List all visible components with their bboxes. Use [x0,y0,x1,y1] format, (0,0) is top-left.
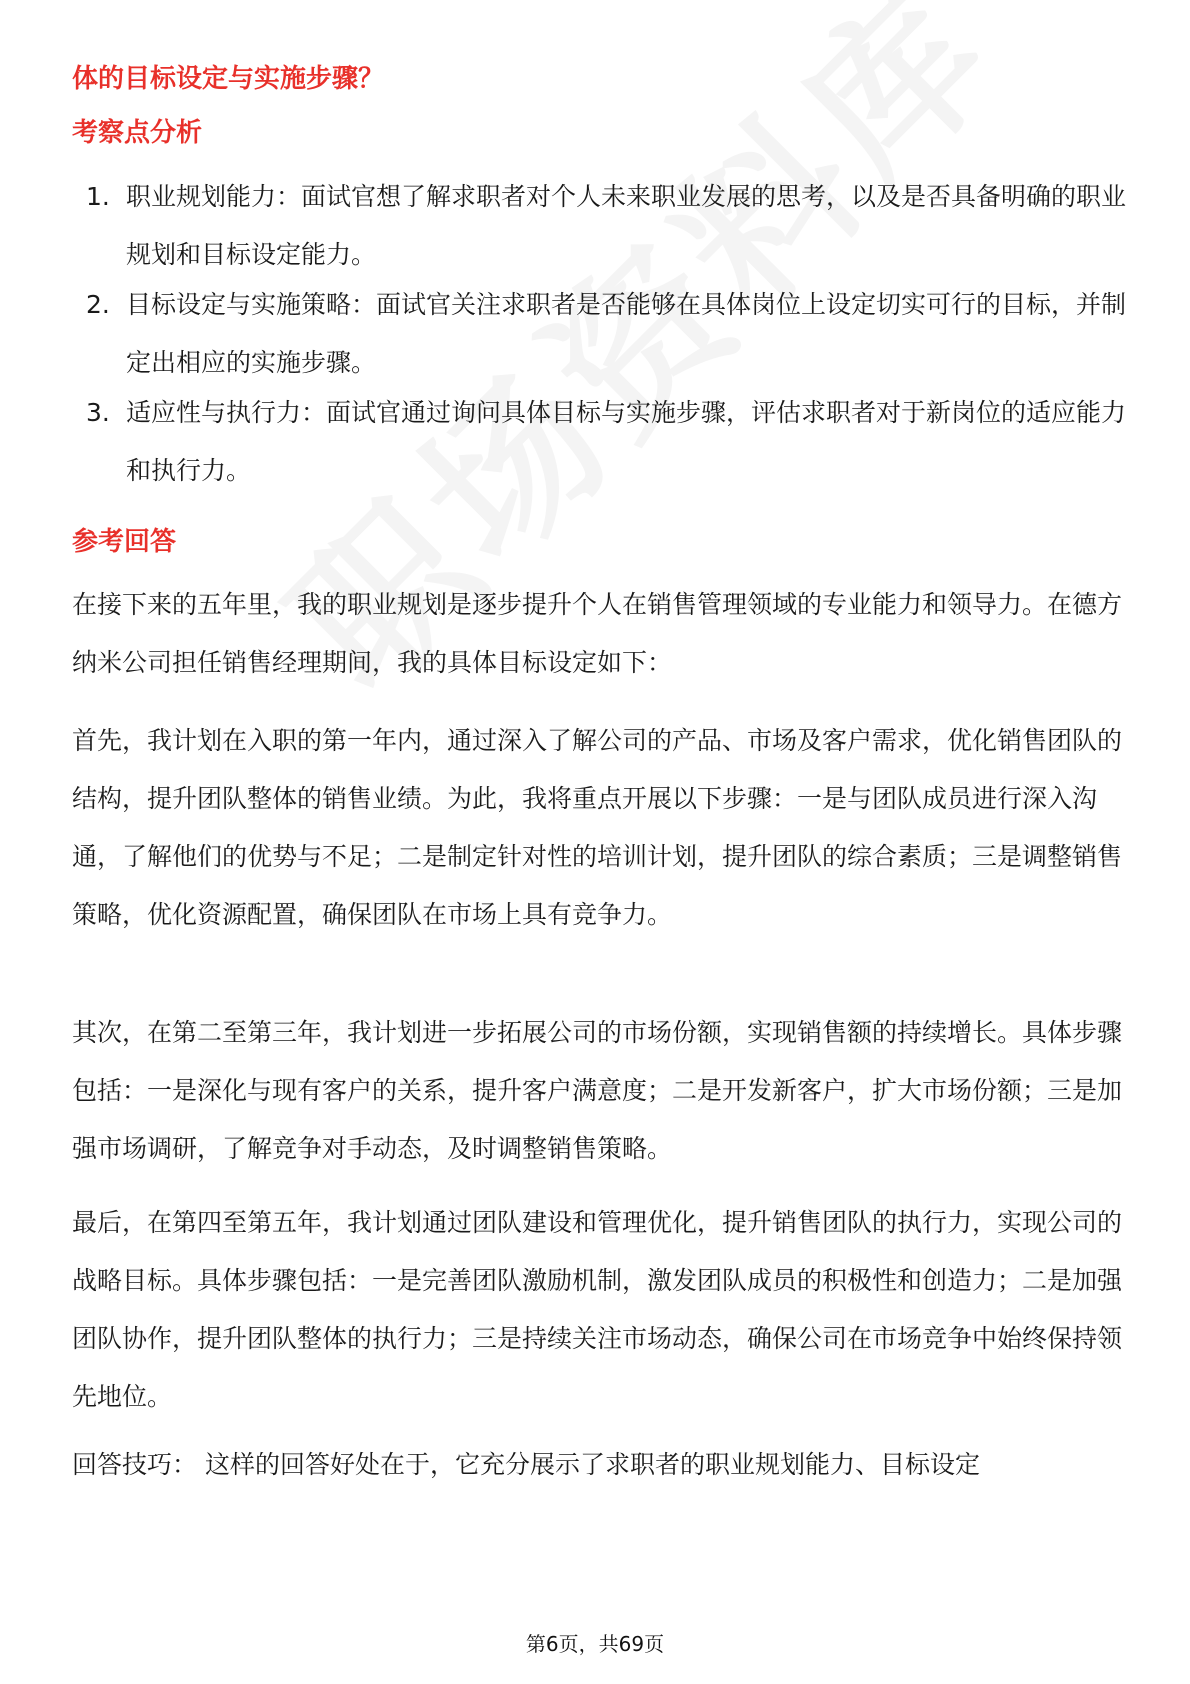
list-text: 适应性与执行力：面试官通过询问具体目标与实施步骤，评估求职者对于新岗位的适应能力和执行力。 [126,398,1127,485]
list-text: 目标设定与实施策略：面试官关注求职者是否能够在具体岗位上设定切实可行的目标，并制定出相应的实施步骤。 [126,290,1127,377]
list-number: 3. [86,398,110,427]
answer-paragraph: 首先，我计划在入职的第一年内，通过深入了解公司的产品、市场及客户需求，优化销售团队的结构，提升团队整体的销售业绩。为此，我将重点开展以下步骤：一是与团队成员进行深入沟通，了解他们的优势与不足；二是制定针对性的培训计划，提升团队的综合素质；三是调整销售策略，优化资源配置，确保团队在市场上具有竞争力。 [72,726,1123,929]
list-number: 2. [86,290,110,319]
list-text: 职业规划能力：面试官想了解求职者对个人未来职业发展的思考，以及是否具备明确的职业规划和目标设定能力。 [126,182,1127,269]
answer-paragraph: 在接下来的五年里，我的职业规划是逐步提升个人在销售管理领域的专业能力和领导力。在德方纳米公司担任销售经理期间，我的具体目标设定如下： [72,590,1123,677]
analysis-item [86,276,1126,392]
question-heading: 体的目标设定与实施步骤？ [72,64,385,94]
analysis-item [86,168,1126,284]
answer-paragraph: 最后，在第四至第五年，我计划通过团队建设和管理优化，提升销售团队的执行力，实现公司的战略目标。具体步骤包括：一是完善团队激励机制，激发团队成员的积极性和创造力；二是加强团队协作，提升团队整体的执行力；三是持续关注市场动态，确保公司在市场竞争中始终保持领先地位。 [72,1208,1123,1411]
analysis-item [86,384,1126,500]
list-number: 1. [86,182,110,211]
answer-tip: 回答技巧： 这样的回答好处在于，它充分展示了求职者的职业规划能力、目标设定 [72,1450,980,1479]
page-number: 第6页，共69页 [525,1632,665,1656]
reference-heading: 参考回答 [72,527,177,557]
answer-paragraph: 其次，在第二至第三年，我计划进一步拓展公司的市场份额，实现销售额的持续增长。具体步骤包括：一是深化与现有客户的关系，提升客户满意度；二是开发新客户，扩大市场份额；三是加强市场调研，了解竞争对手动态，及时调整销售策略。 [72,1018,1123,1163]
analysis-heading: 考察点分析 [72,118,203,148]
